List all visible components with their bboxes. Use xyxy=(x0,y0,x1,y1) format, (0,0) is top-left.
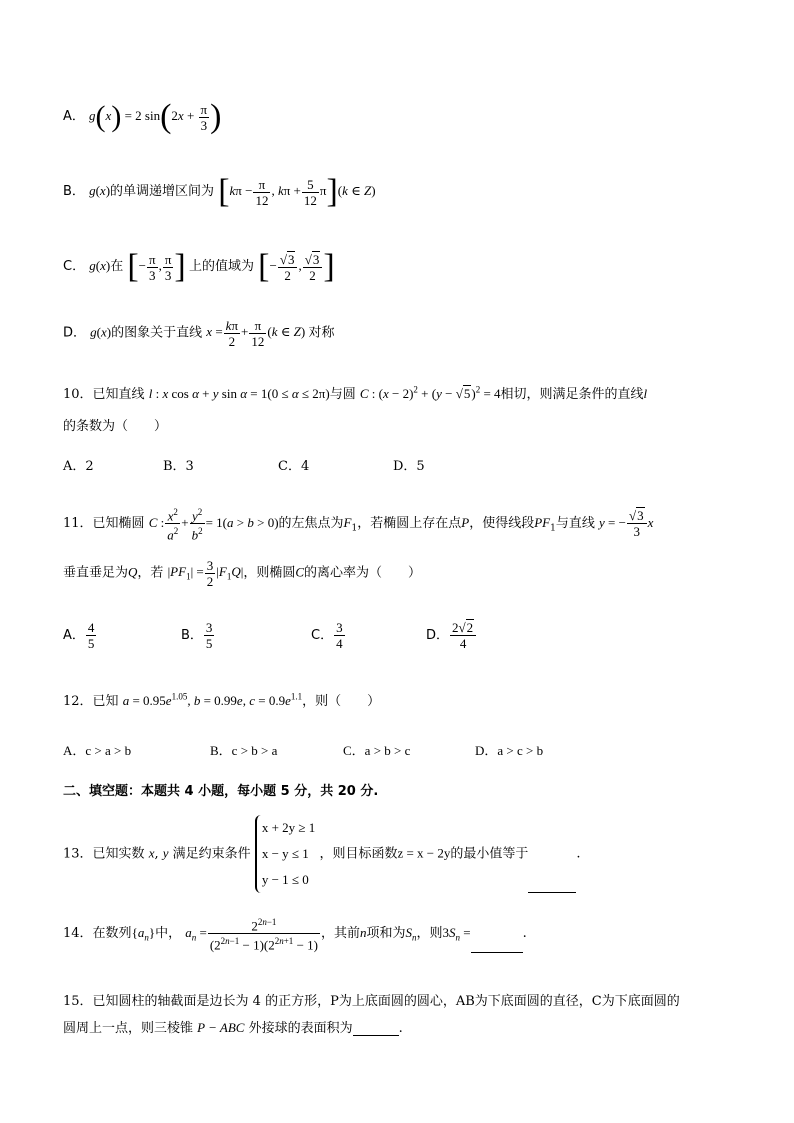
option-label: D． xyxy=(63,325,87,341)
q12-option-a: A．c > a > b xyxy=(63,743,132,758)
q14-text1: 在数列 xyxy=(92,925,132,941)
question-number: 12． xyxy=(63,694,93,709)
q11-text2: 的左焦点为 xyxy=(278,515,344,531)
range-interval: [− $\frac{√3}{2}$ , $\frac{√3}{2}$ ] xyxy=(258,248,335,285)
answer-blank[interactable] xyxy=(353,1021,399,1036)
q14-text4: 项和为 xyxy=(366,925,406,941)
q11-text6: 垂直垂足为 xyxy=(63,565,129,581)
q9-option-b: B． g(x)的单调递增区间为 [kπ − $\frac{\pi}{12}$ , kπ + $\frac{5}{12}$ π](k ∈ Z) xyxy=(63,173,376,210)
ellipse-equation: C : $\frac{x^2}{a^2}$ + $\frac{y^2}{b^2}$ = 1(a > b > 0) xyxy=(148,507,279,543)
q15-stem-cont: 圆周上一点，则三棱锥 P − ABC 外接球的表面积为 . xyxy=(63,1020,403,1036)
option-label: C． xyxy=(63,258,86,274)
constraint-1: x + 2y ≥ 1 xyxy=(261,820,316,835)
constraint-system xyxy=(255,815,315,893)
q11-option-b: B． $\frac{3}{5}$ xyxy=(181,620,213,651)
q11-option-d: D． $\frac{2√2}{4}$ xyxy=(426,620,477,651)
q15-line1: 已知圆柱的轴截面是边长为 4 的正方形，P为上底面圆的圆心，AB为下底面圆的直径，C为下底面圆的 xyxy=(92,994,680,1009)
sequence-formula: $a_n$ = $\frac{2^{2n-1}}{(2^{2n-1} - 1)(2^{2n+1} - 1)}$ xyxy=(185,917,318,953)
q11-option-a: A． $\frac{4}{5}$ xyxy=(63,620,95,651)
q11-text5: 与直线 xyxy=(555,515,595,531)
q14-stem: 14．在数列$\{a_n\}$中， $a_n$ = $\frac{2^{2n-1}}{(2^{2n-1} - 1)(2^{2n+1} - 1)}$ ，其前n项和为$S_n$，则$3S_n$ = . xyxy=(63,917,527,953)
q10-text3: 相切，则满足条件的直线 xyxy=(500,387,644,402)
q13-text3: ，则目标函数 xyxy=(319,846,398,862)
q12-text1: 已知 xyxy=(92,694,119,709)
answer-blank[interactable] xyxy=(471,938,523,953)
option-d-text1: 的图象关于直线 xyxy=(111,325,203,341)
circle-equation: C : $(x - 2)^2 + (y - √5)^2 = 4$ xyxy=(359,384,501,401)
q15-line2b: 外接球的表面积为 xyxy=(248,1021,353,1036)
q10-text1: 已知直线 xyxy=(92,387,145,402)
symmetry-line: x = $\frac{k\pi}{2}$ + $\frac{\pi}{12}$ (k ∈ Z) xyxy=(206,318,309,349)
objective-function: z = x − 2y xyxy=(397,845,451,861)
values-expression: $a = 0.95e^{1.05}$, b = 0.99e, $c = 0.9e^{1.1}$ xyxy=(122,691,303,708)
line-equation: l : x cos α + y sin α = 1(0 ≤ α ≤ 2π) xyxy=(148,386,330,401)
q12-option-c: C．a > b > c xyxy=(343,743,411,758)
domain-interval: [− $\frac{\pi}{3}$ , $\frac{\pi}{3}$ ] xyxy=(127,248,186,285)
q10-option-b: B．3 xyxy=(163,459,194,474)
section-heading: 二、填空题：本题共 4 小题，每小题 5 分，共 20 分. xyxy=(63,784,379,799)
q11-stem-cont: 垂直垂足为Q，若 $|PF_1|$ = $\frac{3}{2}$ $|F_1Q|$，则椭圆C的离心率为（ ） xyxy=(63,558,422,589)
q10-option-d: D．5 xyxy=(393,459,425,474)
q12-text2: ，则（ ） xyxy=(302,694,381,709)
q10-option-a: A．2 xyxy=(63,459,94,474)
q11-stem: 11．已知椭圆 C : $\frac{x^2}{a^2}$ + $\frac{y^2}{b^2}$ = 1(a > b > 0)的左焦点为$F_1$，若椭圆上存在点P，使得线段$PF_1$与直线 y = − $\frac{√3}{3}$ x xyxy=(63,507,654,543)
distance-condition: $|PF_1|$ = $\frac{3}{2}$ $|F_1Q|$ xyxy=(167,558,244,589)
option-label: A． xyxy=(63,108,85,124)
q11-text1: 已知椭圆 xyxy=(92,515,145,531)
q12-option-b: B．c > b > a xyxy=(210,743,278,758)
question-number: 11． xyxy=(63,515,93,531)
q15-stem xyxy=(63,990,680,1009)
q13-text2: 满足约束条件 xyxy=(172,846,251,862)
q11-text3: ，若椭圆上存在点 xyxy=(357,515,462,531)
q15-line2: 圆周上一点，则三棱锥 xyxy=(63,1021,194,1036)
q11-text9: 的离心率为（ ） xyxy=(304,565,422,581)
q10-stem: 10．已知直线 l : x cos α + y sin α = 1(0 ≤ α ≤ 2π)与圆 C : $(x - 2)^2 + (y - √5)^2 = 4$相切，则满足条件的直线l xyxy=(63,384,648,402)
q9-option-a xyxy=(63,100,221,134)
answer-blank[interactable] xyxy=(528,878,576,893)
q11-text8: ，则椭圆 xyxy=(243,565,296,581)
question-number: 10． xyxy=(63,387,93,402)
q11-option-c: C． $\frac{3}{4}$ xyxy=(311,620,343,651)
formula-g-definition: g(x) = 2 sin(2x + $\frac{\pi}{3}$ ) xyxy=(89,98,222,135)
q12-option-d: D．a > c > b xyxy=(475,743,544,758)
question-number: 15． xyxy=(63,994,93,1009)
q14-text2: 中， xyxy=(155,925,182,941)
q11-text4: ，使得线段 xyxy=(469,515,535,531)
q12-stem xyxy=(63,690,380,709)
pyramid-name: P − ABC xyxy=(197,1020,245,1035)
option-c-text1: 在 xyxy=(110,258,124,274)
option-label: B． xyxy=(63,183,85,199)
q10-text4: 的条数为（ ） xyxy=(63,419,168,434)
q10-stem-cont xyxy=(63,415,167,434)
q13-text1: 已知实数 xyxy=(92,846,145,862)
constraint-3: y − 1 ≤ 0 xyxy=(261,872,309,887)
constraint-2: x − y ≤ 1 xyxy=(261,846,309,861)
q10-option-c: C．4 xyxy=(278,459,310,474)
q9-option-c: C． g(x)在 [− $\frac{\pi}{3}$ , $\frac{\pi}{3}$ ] 上的值域为 [− $\frac{√3}{2}$ , $\frac{√3}{2}$ ] xyxy=(63,248,335,285)
q10-text2: 与圆 xyxy=(329,387,356,402)
option-b-text: 的单调递增区间为 xyxy=(110,183,215,199)
q10-options xyxy=(63,455,425,474)
question-number: 13． xyxy=(63,846,93,862)
q11-text7: ，若 xyxy=(137,565,164,581)
q13-stem: 13．已知实数 x, y 满足约束条件 x + 2y ≥ 1 x − y ≤ 1 y − 1 ≤ 0 ，则目标函数z = x − 2y的最小值等于 . xyxy=(63,815,581,893)
q9-option-d: D． g(x)的图象关于直线 x = $\frac{k\pi}{2}$ + $\frac{\pi}{12}$ (k ∈ Z) 对称 xyxy=(63,318,335,349)
option-d-text2: 对称 xyxy=(308,325,335,341)
q12-options xyxy=(63,740,543,759)
q11-options xyxy=(63,620,477,651)
question-number: 14． xyxy=(63,925,93,941)
q13-text4: 的最小值等于 xyxy=(450,846,529,862)
option-c-text2: 上的值域为 xyxy=(189,258,255,274)
increasing-interval: [kπ − $\frac{\pi}{12}$ , kπ + $\frac{5}{12}$ π](k ∈ Z) xyxy=(218,173,376,210)
line-equation: y = − $\frac{√3}{3}$ x xyxy=(599,508,654,540)
q14-text5: ，则 xyxy=(416,925,443,941)
q14-text3: ，其前 xyxy=(320,925,360,941)
